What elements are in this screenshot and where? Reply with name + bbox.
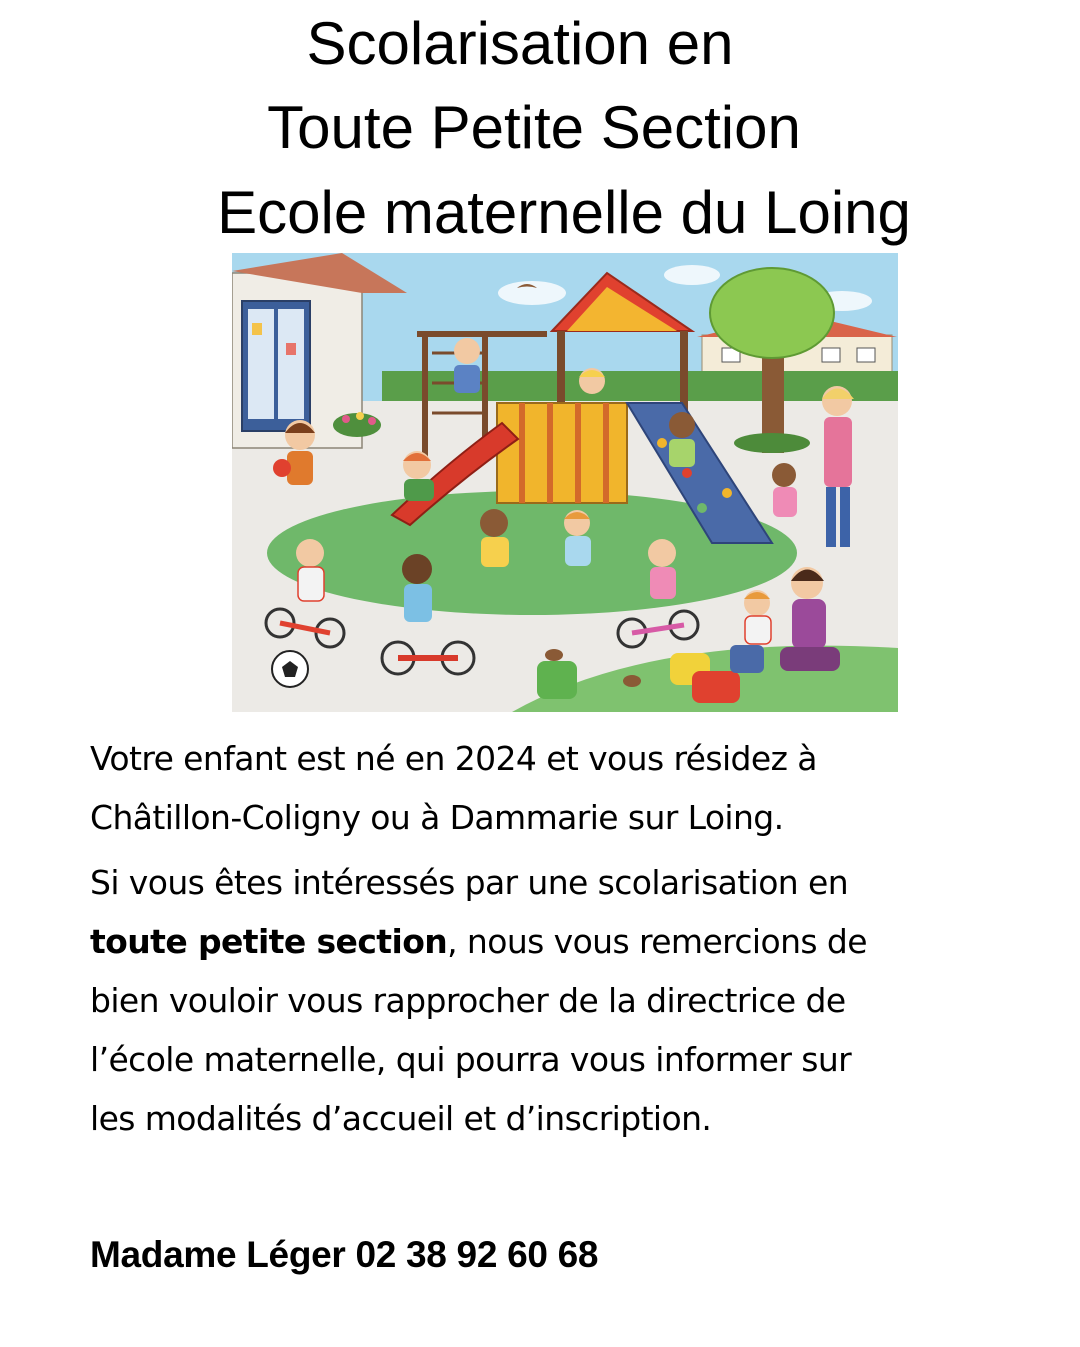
paragraph-line: Châtillon-Coligny ou à Dammarie sur Loing. (90, 798, 784, 837)
paragraph-line: Votre enfant est né en 2024 et vous résidez à (90, 739, 817, 778)
title-line-1: Scolarisation en (306, 10, 734, 77)
emphasis-text: toute petite section (90, 922, 448, 961)
paragraph-residency (90, 729, 1050, 847)
paragraph-contact-info (90, 853, 1050, 1148)
contact-line: Madame Léger 02 38 92 60 68 (90, 1234, 599, 1275)
paragraph-line-rest: , nous vous remercions de (447, 922, 867, 961)
paragraph-line: l’école maternelle, qui pourra vous informer sur (90, 1040, 852, 1079)
playground-illustration (232, 253, 898, 712)
paragraph-line (90, 912, 1050, 971)
paragraph-line: Si vous êtes intéressés par une scolarisation en (90, 863, 849, 902)
paragraph-line: les modalités d’accueil et d’inscription. (90, 1099, 712, 1138)
paragraph-line: bien vouloir vous rapprocher de la directrice de (90, 981, 846, 1020)
title-line-2: Toute Petite Section (267, 94, 801, 161)
title-line-3: Ecole maternelle du Loing (217, 179, 911, 246)
